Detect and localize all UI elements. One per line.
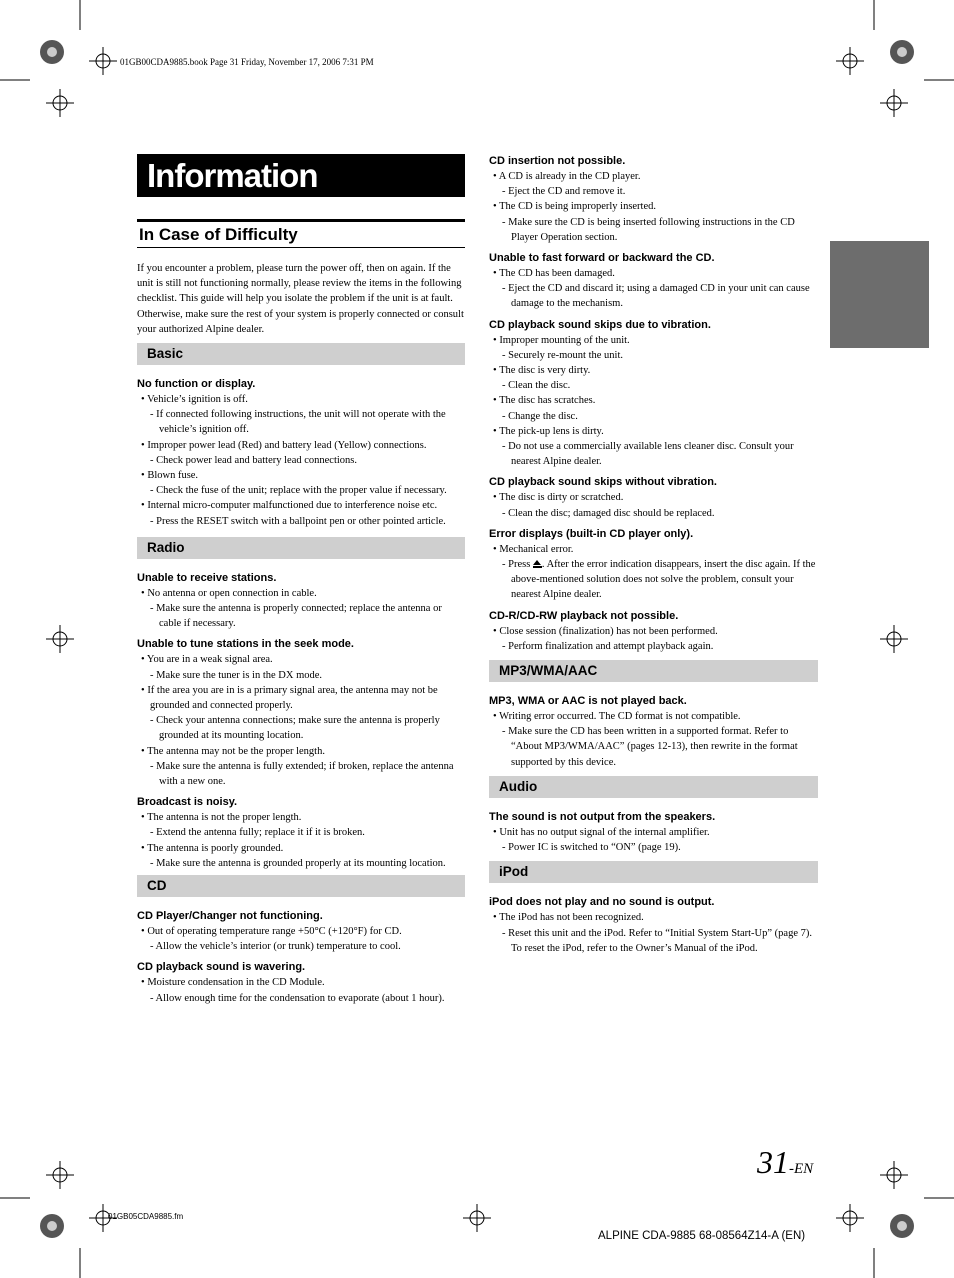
topic-title: CD-R/CD-RW playback not possible. bbox=[489, 609, 679, 622]
topic-title: Unable to tune stations in the seek mode. bbox=[137, 638, 354, 651]
cause-item: • Internal micro-computer malfunctioned due to interference noise etc. bbox=[141, 500, 438, 512]
cause-item: • Close session (finalization) has not been performed. bbox=[493, 625, 718, 637]
topic-title: CD playback sound is wavering. bbox=[137, 961, 306, 974]
left-column bbox=[137, 343, 465, 1006]
cause-item: • Improper mounting of the unit. bbox=[493, 334, 630, 346]
remedy-item: - Reset this unit and the iPod. Refer to “Initial System Start-Up” (page 7). To reset the iPod, refer to the Owner’s Manual of the iPod. bbox=[502, 927, 812, 954]
cause-item: • The CD has been damaged. bbox=[493, 268, 615, 280]
remedy-item: - Make sure the antenna is grounded properly at its mounting location. bbox=[150, 857, 446, 869]
cause-item: • You are in a weak signal area. bbox=[141, 654, 273, 666]
remedy-item: - Eject the CD and discard it; using a damaged CD in your unit can cause damage to the mechanism. bbox=[502, 283, 810, 310]
remedy-item: - Eject the CD and remove it. bbox=[502, 186, 626, 198]
cause-item: • Writing error occurred. The CD format is not compatible. bbox=[493, 711, 741, 723]
remedy-item: - Change the disc. bbox=[502, 410, 578, 422]
remedy-item: - Make sure the antenna is fully extended; if broken, replace the antenna with a new one. bbox=[150, 760, 454, 788]
remedy-item: - If connected following instructions, the unit will not operate with the vehicle’s ignition off. bbox=[150, 409, 446, 436]
remedy-item: - Make sure the tuner is in the DX mode. bbox=[150, 669, 323, 681]
section-heading-cd: CD bbox=[137, 875, 465, 897]
remedy-item: - Allow the vehicle’s interior (or trunk) temperature to cool. bbox=[150, 941, 401, 953]
topic-title: Error displays (built-in CD player only). bbox=[489, 527, 694, 540]
remedy-item: - Check your antenna connections; make sure the antenna is properly grounded at its mounting location. bbox=[150, 715, 440, 742]
remedy-item: - Securely re-mount the unit. bbox=[502, 349, 624, 361]
remedy-item: - Extend the antenna fully; replace it if it is broken. bbox=[150, 827, 365, 839]
footer-filename: 01GB05CDA9885.fm bbox=[108, 1212, 184, 1221]
remedy-item: - Clean the disc; damaged disc should be replaced. bbox=[502, 507, 715, 519]
topic-title: CD Player/Changer not functioning. bbox=[137, 910, 323, 923]
section-heading-radio: Radio bbox=[137, 537, 465, 559]
cause-item: • Blown fuse. bbox=[141, 470, 199, 482]
footer-model: ALPINE CDA-9885 68-08564Z14-A (EN) bbox=[598, 1230, 806, 1242]
remedy-item: - Press the RESET switch with a ballpoint pen or other pointed article. bbox=[150, 515, 446, 527]
right-column bbox=[489, 154, 818, 956]
cause-item: • Out of operating temperature range +50°C (+120°F) for CD. bbox=[141, 926, 402, 938]
eject-icon bbox=[533, 560, 542, 568]
remedy-item: - Make sure the CD is being inserted following instructions in the CD Player Operation section. bbox=[502, 216, 795, 243]
section-heading-basic: Basic bbox=[137, 343, 465, 365]
remedy-item: - Check power lead and battery lead connections. bbox=[150, 454, 358, 466]
cause-item: • If the area you are in is a primary signal area, the antenna may not be grounded and connected properly. bbox=[141, 684, 438, 712]
cause-item: • Improper power lead (Red) and battery lead (Yellow) connections. bbox=[141, 439, 427, 451]
cause-item: • The antenna is poorly grounded. bbox=[141, 842, 284, 854]
topic-title: Unable to receive stations. bbox=[137, 571, 277, 584]
topic-title: Unable to fast forward or backward the CD. bbox=[489, 252, 715, 265]
topic-title: Broadcast is noisy. bbox=[137, 796, 238, 809]
cause-item: • A CD is already in the CD player. bbox=[493, 171, 641, 182]
topic-title: The sound is not output from the speakers. bbox=[489, 810, 716, 823]
cause-item: • The CD is being improperly inserted. bbox=[493, 201, 657, 213]
remedy-item: - Press . After the error indication disappears, insert the disc again. If the above-mentioned solution does not solve the problem, consult your nearest Alpine dealer. bbox=[502, 559, 816, 601]
section-heading-mp3: MP3/WMA/AAC bbox=[489, 660, 818, 682]
side-tab bbox=[830, 241, 929, 348]
remedy-item: - Allow enough time for the condensation to evaporate (about 1 hour). bbox=[150, 992, 445, 1004]
remedy-item: - Power IC is switched to “ON” (page 19). bbox=[502, 842, 681, 854]
cause-item: • The disc has scratches. bbox=[493, 395, 596, 407]
topic-title: No function or display. bbox=[137, 378, 256, 390]
page-number: 31-EN bbox=[757, 1144, 814, 1180]
section-heading-audio: Audio bbox=[489, 776, 818, 798]
remedy-item: - Perform finalization and attempt playback again. bbox=[502, 640, 714, 652]
cause-item: • The disc is dirty or scratched. bbox=[493, 492, 624, 504]
cause-item: • The pick-up lens is dirty. bbox=[493, 425, 604, 437]
cause-item: • Vehicle’s ignition is off. bbox=[141, 394, 248, 405]
cause-item: • The antenna may not be the proper length. bbox=[141, 745, 325, 757]
header-note: 01GB00CDA9885.book Page 31 Friday, November 17, 2006 7:31 PM bbox=[120, 57, 374, 67]
cause-item: • The disc is very dirty. bbox=[493, 365, 591, 377]
cause-item: • No antenna or open connection in cable. bbox=[141, 587, 317, 599]
remedy-item: - Check the fuse of the unit; replace with the proper value if necessary. bbox=[150, 485, 447, 497]
cause-item: • The iPod has not been recognized. bbox=[493, 912, 644, 924]
remedy-item: - Make sure the CD has been written in a supported format. Refer to “About MP3/WMA/AAC” (pages 12-13), then rewrite in the format supported by this device. bbox=[502, 726, 798, 768]
intro-paragraph: If you encounter a problem, please turn the power off, then on again. If the unit is still not functioning normally, please review the items in the following checklist. This guide will help you isolate the problem if the unit is at fault. Otherwise, make sure the rest of your system is properly connected or consult your authorized Alpine dealer. bbox=[137, 263, 464, 335]
section-heading-ipod: iPod bbox=[489, 861, 818, 883]
topic-title: CD insertion not possible. bbox=[489, 155, 626, 167]
remedy-item: - Make sure the antenna is properly connected; replace the antenna or cable if necessary. bbox=[150, 603, 442, 630]
page-title: Information bbox=[137, 154, 465, 197]
remedy-item: - Do not use a commercially available lens cleaner disc. Consult your nearest Alpine dealer. bbox=[502, 441, 794, 468]
section-subtitle: In Case of Difficulty bbox=[137, 219, 465, 248]
topic-title: CD playback sound skips due to vibration. bbox=[489, 318, 711, 331]
cause-item: • The antenna is not the proper length. bbox=[141, 812, 302, 824]
cause-item: • Moisture condensation in the CD Module. bbox=[141, 977, 325, 989]
cause-item: • Mechanical error. bbox=[493, 543, 574, 555]
topic-title: CD playback sound skips without vibration. bbox=[489, 476, 717, 489]
cause-item: • Unit has no output signal of the internal amplifier. bbox=[493, 826, 710, 838]
remedy-item: - Clean the disc. bbox=[502, 380, 571, 392]
topic-title: iPod does not play and no sound is output. bbox=[489, 896, 715, 909]
topic-title: MP3, WMA or AAC is not played back. bbox=[489, 695, 687, 708]
